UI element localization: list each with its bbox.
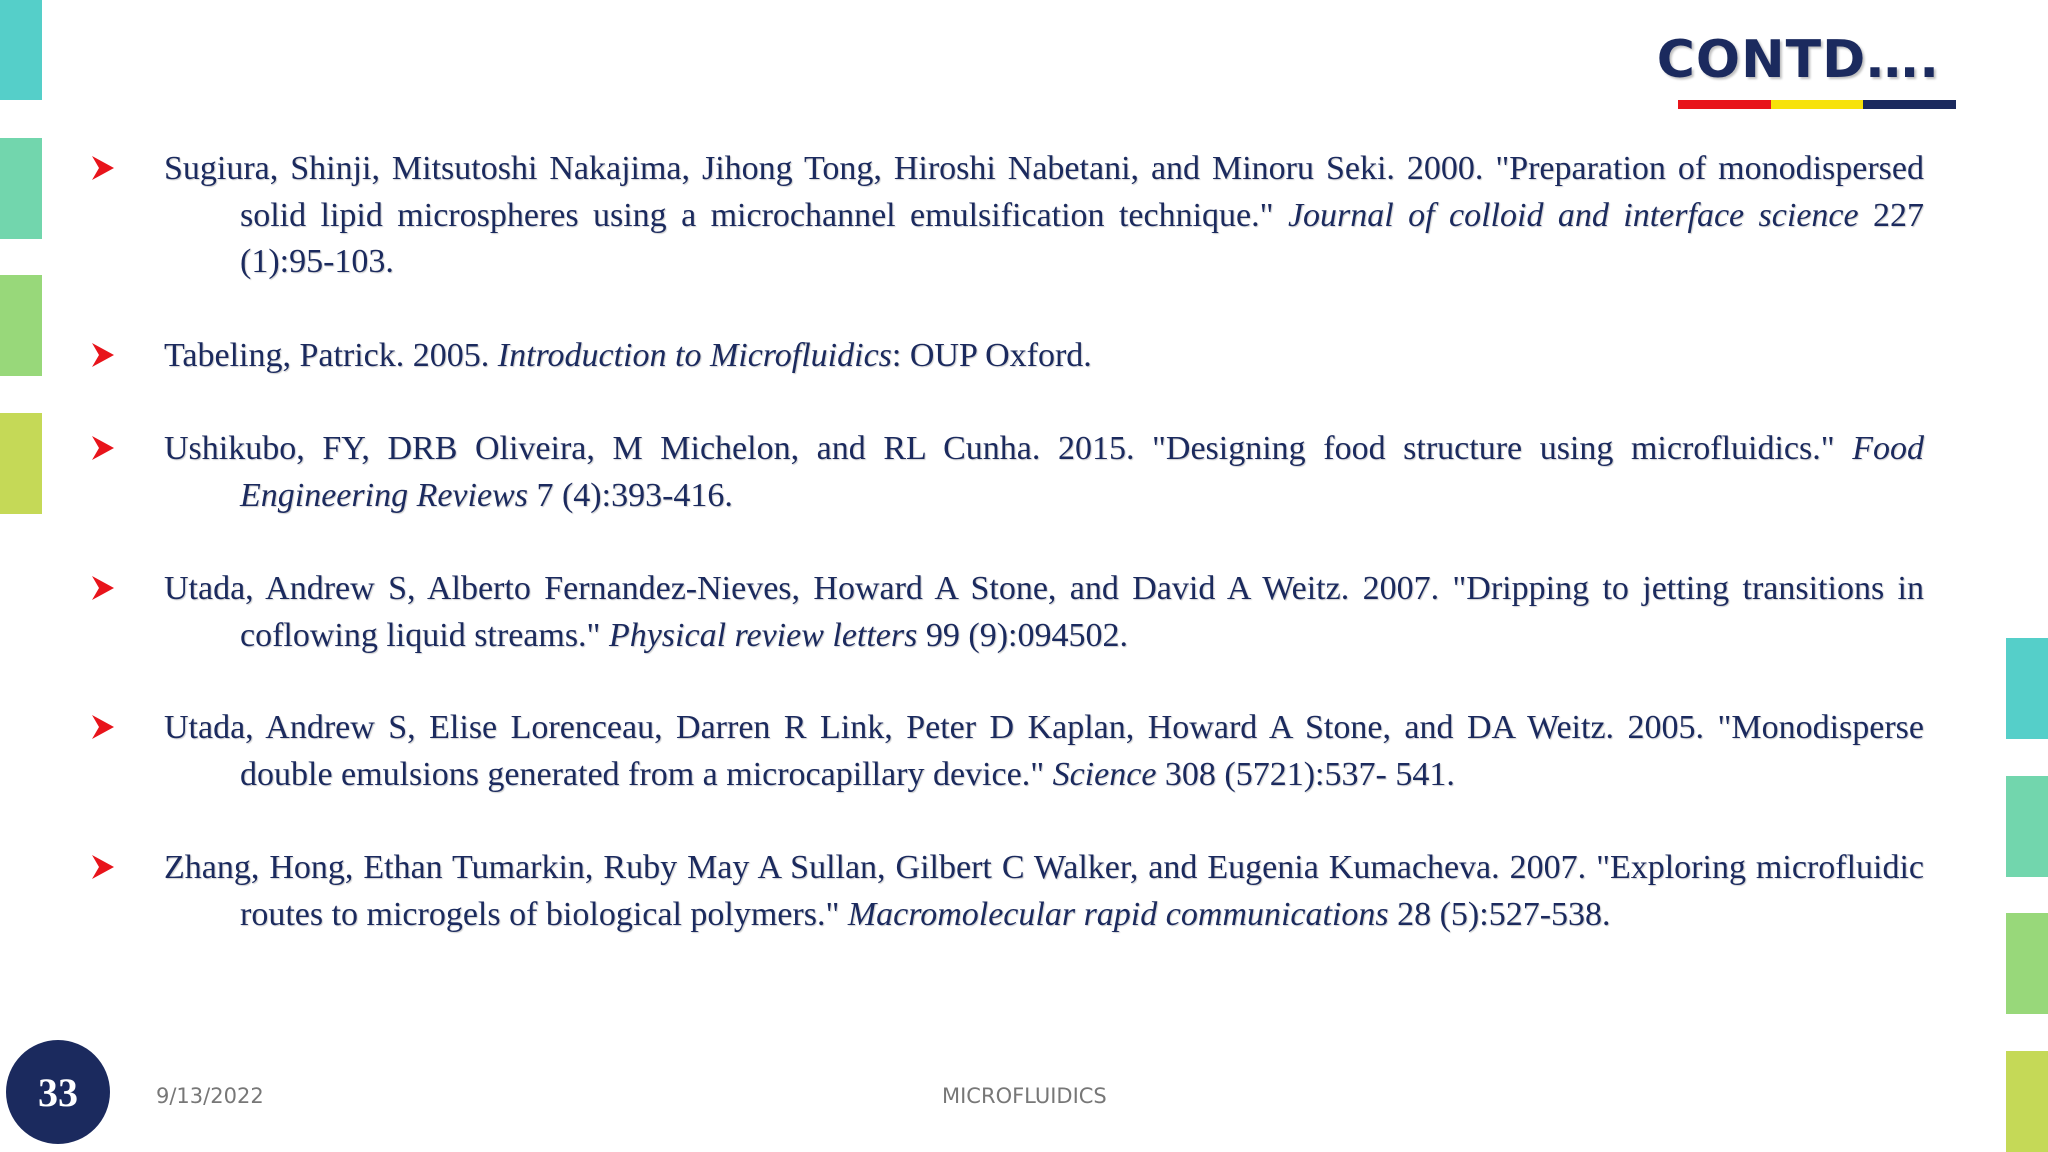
- right-accent-bar-2: [2006, 776, 2048, 877]
- title-underline: [1678, 100, 1956, 109]
- reference-item: [164, 146, 1924, 286]
- reference-journal: Introduction to Microfluidics: [497, 337, 892, 374]
- reference-journal: Physical review letters: [608, 616, 918, 654]
- footer-date: 9/13/2022: [156, 1084, 264, 1108]
- reference-details: : OUP Oxford.: [891, 337, 1092, 374]
- reference-details: 308 (5721):537- 541.: [1156, 755, 1455, 793]
- reference-details: 227 (1):95-103.: [240, 196, 1925, 280]
- reference-text: Utada, Andrew S, Alberto Fernandez-Nieves, Howard A Stone, and David A Weitz. 2007. "Dripping to jetting transitions in coflowing liquid streams.": [164, 570, 1924, 654]
- footer-title: MICROFLUIDICS: [942, 1084, 1107, 1108]
- right-accent-bar-4: [2006, 1051, 2048, 1152]
- reference-text: Ushikubo, FY, DRB Oliveira, M Michelon, and RL Cunha. 2015. "Designing food structure using microfluidics.": [164, 430, 1853, 467]
- reference-details: 99 (9):094502.: [917, 616, 1128, 654]
- page-number: 33: [38, 1069, 78, 1115]
- red-arrowhead-icon: [88, 568, 118, 608]
- reference-item: [164, 426, 1924, 519]
- left-accent-bar-2: [0, 138, 42, 239]
- reference-journal: Food Engineering Reviews: [240, 430, 1924, 514]
- underline-navy-segment: [1863, 100, 1956, 109]
- reference-item: [164, 566, 1924, 659]
- left-accent-bar-3: [0, 275, 42, 376]
- reference-journal: Journal of colloid and interface science: [1287, 196, 1859, 234]
- reference-details: 7 (4):393-416.: [527, 476, 733, 514]
- red-arrowhead-icon: [88, 428, 118, 468]
- left-accent-bar-4: [0, 413, 42, 514]
- reference-details: 28 (5):527-538.: [1388, 895, 1611, 933]
- page-number-badge: [6, 1040, 110, 1144]
- slide-title: CONTD….: [1656, 30, 1940, 90]
- reference-item: [164, 333, 1924, 380]
- reference-text: Sugiura, Shinji, Mitsutoshi Nakajima, Jihong Tong, Hiroshi Nabetani, and Minoru Seki. 2000. "Preparation of monodispersed solid lipid microspheres using a microchannel emulsification technique.": [164, 150, 1924, 234]
- reference-journal: Science: [1052, 755, 1157, 793]
- reference-item: [164, 705, 1924, 798]
- reference-text: Zhang, Hong, Ethan Tumarkin, Ruby May A Sullan, Gilbert C Walker, and Eugenia Kumacheva. 2007. "Exploring microfluidic routes to microgels of biological polymers.": [164, 849, 1924, 933]
- red-arrowhead-icon: [88, 148, 118, 188]
- right-accent-bar-1: [2006, 638, 2048, 739]
- left-accent-bar-1: [0, 0, 42, 100]
- underline-yellow-segment: [1771, 100, 1864, 109]
- underline-red-segment: [1678, 100, 1771, 109]
- reference-item: [164, 845, 1924, 938]
- right-accent-bar-3: [2006, 913, 2048, 1014]
- red-arrowhead-icon: [88, 707, 118, 747]
- red-arrowhead-icon: [88, 335, 118, 375]
- reference-journal: Macromolecular rapid communications: [847, 895, 1389, 933]
- reference-text: Tabeling, Patrick. 2005.: [164, 337, 498, 374]
- reference-text: Utada, Andrew S, Elise Lorenceau, Darren R Link, Peter D Kaplan, Howard A Stone, and DA Weitz. 2005. "Monodisperse double emulsions generated from a microcapillary device.": [164, 709, 1924, 793]
- red-arrowhead-icon: [88, 847, 118, 887]
